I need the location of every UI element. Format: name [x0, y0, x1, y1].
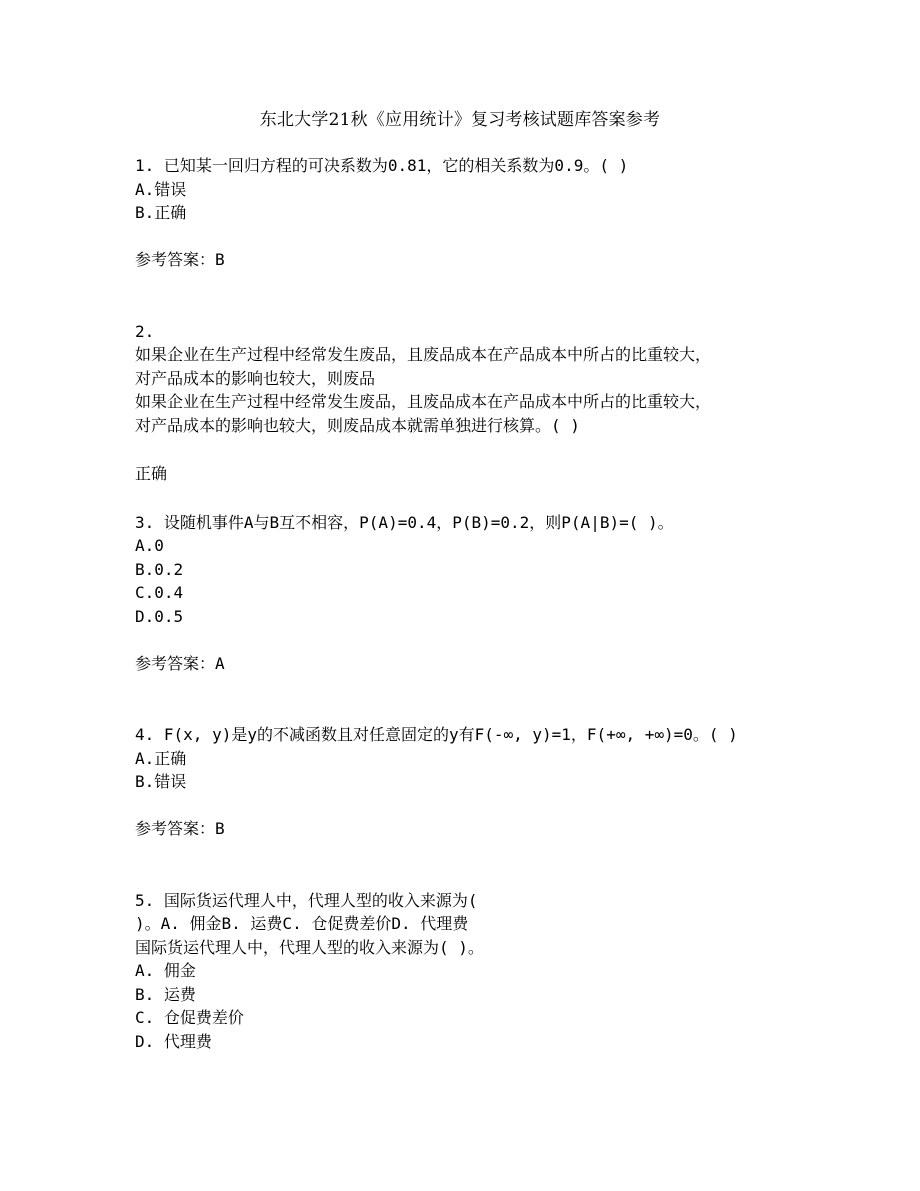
question-3-option-a: A.0	[135, 536, 164, 555]
question-1	[135, 154, 795, 272]
question-5-line-2: )。A. 佣金B. 运费C. 仓促费差价D. 代理费	[135, 914, 469, 933]
question-2-answer: 正确	[135, 464, 168, 483]
question-5-option-b: B. 运费	[135, 984, 196, 1004]
question-1-option-b: B.正确	[135, 203, 187, 222]
question-2-line-2: 对产品成本的影响也较大，则废品	[135, 368, 376, 388]
question-3-option-d: D.0.5	[135, 606, 184, 626]
question-2-line-1: 如果企业在生产过程中经常发生废品，且废品成本在产品成本中所占的比重较大，	[135, 345, 712, 364]
question-5-line-3: 国际货运代理人中，代理人型的收入来源为( )。	[135, 937, 484, 957]
question-3-option-b: B.0.2	[135, 559, 184, 579]
question-2-line-3: 如果企业在生产过程中经常发生废品，且废品成本在产品成本中所占的比重较大，	[135, 392, 712, 411]
question-4-option-b: B.错误	[135, 772, 187, 791]
document-title: 东北大学21秋《应用统计》复习考核试题库答案参考	[259, 110, 661, 130]
question-3-text: 3. 设随机事件A与B互不相容，P(A)=0.4，P(B)=0.2，则P(A|B)=( )。	[135, 512, 674, 532]
question-5	[135, 889, 795, 1054]
question-2-number: 2.	[135, 321, 155, 341]
question-5-option-c: C. 仓促费差价	[135, 1008, 244, 1027]
question-4	[135, 723, 795, 841]
question-1-answer: 参考答案：B	[135, 250, 225, 269]
question-3-option-c: C.0.4	[135, 583, 184, 602]
question-2-line-4: 对产品成本的影响也较大，则废品成本就需单独进行核算。( )	[135, 415, 580, 435]
question-4-option-a: A.正确	[135, 748, 187, 768]
question-3-answer: 参考答案：A	[135, 653, 225, 673]
question-2	[135, 320, 795, 486]
question-5-option-a: A. 佣金	[135, 961, 196, 980]
question-5-option-d: D. 代理费	[135, 1031, 212, 1051]
question-4-text: 4. F(x, y)是y的不减函数且对任意固定的y有F(-∞, y)=1，F(+∞, +∞)=0。( )	[135, 725, 738, 744]
question-1-text: 1. 已知某一回归方程的可决系数为0.81，它的相关系数为0.9。( )	[135, 156, 629, 175]
question-4-answer: 参考答案：B	[135, 819, 225, 838]
question-list	[135, 154, 795, 1053]
question-5-line-1: 5. 国际货运代理人中，代理人型的收入来源为(	[135, 890, 478, 910]
question-3	[135, 511, 795, 676]
question-1-option-a: A.错误	[135, 179, 187, 199]
